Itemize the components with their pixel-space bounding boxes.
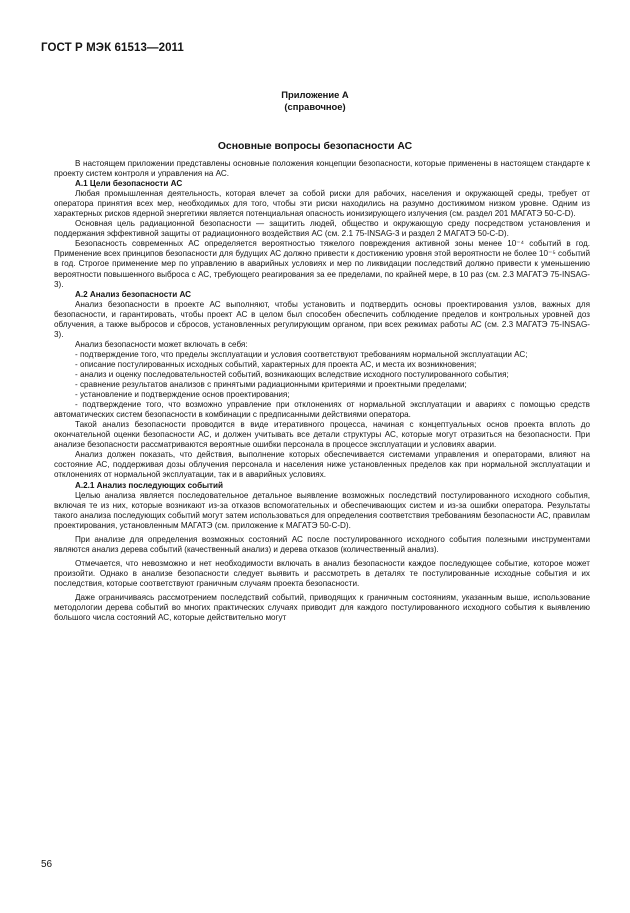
paragraph: Любая промышленная деятельность, которая влечет за собой риски для рабочих, населения и окружающей среды, требует от оператора принятия всех мер, необходимых для того, чтобы эти риски находились на разумно достижимом низком уровне. Одним из характерных рисков ядерной энергетики является потенциальная опасность ионизирующего излучения (см. раздел 201 МАГАТЭ 50-С-D). <box>54 189 590 219</box>
paragraph: Анализ должен показать, что действия, выполнение которых обеспечивается системами управления и операторами, влияют на состояние АС, поддерживая дозы облучения персонала и населения ниже установленных пределов как при нормальной эксплуатации и отклонениях от нормальной эксплуатации, так и в аварийных условиях. <box>54 450 590 480</box>
paragraph: - описание постулированных исходных событий, характерных для проекта АС, и места их возникновения; <box>75 359 477 369</box>
body-text <box>54 159 590 623</box>
paragraph: Основная цель радиационной безопасности — защитить людей, общество и окружающую среду посредством установления и поддержания эффективной защиты от радиационного воздействия АС (см. 2.1 75-INSAG-3 и раздел 2 МАГАТЭ 50-С-D). <box>54 219 590 239</box>
appendix-title: Приложение А <box>281 89 349 100</box>
standard-header: ГОСТ Р МЭК 61513—2011 <box>41 42 184 54</box>
paragraph: Отмечается, что невозможно и нет необходимости включать в анализ безопасности каждое последующее событие, которое может произойти. Однако в анализе безопасности следует выявить и рассмотреть в деталях те постулированные исходные события и их последствия, которые соответствуют граничным случаям проекта безопасности. <box>54 558 590 588</box>
paragraph: Целью анализа является последовательное детальное выявление возможных последствий постулированного исходного события, включая те из них, которые возникают из-за отказов вспомогательных и обеспечивающих систем и из-за ошибки оператора. Результаты такого анализа последующих событий могут затем использоваться для определения соответствия требованиям безопасности АС, правилам проектирования, установленным МАГАТЭ (см. приложение к МАГАТЭ 50-С-D). <box>54 490 590 530</box>
paragraph: - сравнение результатов анализов с принятыми радиационными критериями и проектными пределами; <box>75 380 467 390</box>
paragraph: В настоящем приложении представлены основные положения концепции безопасности, которые применены в настоящем стандарте к проекту систем контроля и управления на АС. <box>54 159 590 179</box>
section-heading: А.2 Анализ безопасности АС <box>75 289 191 299</box>
paragraph: Такой анализ безопасности проводится в виде итеративного процесса, начиная с концептуальных основ проекта вплоть до окончательной оценки безопасности АС, и должен учитывать все детали структуры АС, которые могут отразиться на безопасности. При анализе безопасности рассматриваются вероятные ошибки персонала в процессе эксплуатации и условиях аварии. <box>54 420 590 450</box>
paragraph: Даже ограничиваясь рассмотрением последствий событий, приводящих к граничным состояниям, указанным выше, использование методологии дерева событий во многих практических случаях приводит для каждого постулированного исходного события к выявлению большого числа состояний АС, которые действительно могут <box>54 592 590 623</box>
appendix-subtitle: (справочное) <box>284 101 346 112</box>
paragraph: - подтверждение того, что возможно управление при отклонениях от нормальной эксплуатации и авариях с помощью средств автоматических систем безопасности в комбинации с предписанными действиями оператора. <box>54 400 590 420</box>
paragraph: - анализ и оценку последовательностей событий, возникающих вследствие исходного постулированного события; <box>75 369 509 379</box>
paragraph: - установление и подтверждение основ проектирования; <box>75 390 290 400</box>
paragraph: - подтверждение того, что пределы эксплуатации и условия соответствуют требованиям нормальной эксплуатации АС; <box>75 349 528 359</box>
section-title: Основные вопросы безопасности АС <box>217 141 413 152</box>
paragraph: При анализе для определения возможных состояний АС после постулированного исходного события полезными инструментами являются анализ дерева событий (качественный анализ) и дерева отказов (количественный анализ). <box>54 534 590 554</box>
paragraph: Безопасность современных АС определяется вероятностью тяжелого повреждения активной зоны менее 10⁻⁴ событий в год. Применение всех принципов безопасности для будущих АС должно привести к достижению уровня этой вероятности не более 10⁻⁵ событий в год. Строгое применение мер по управлению в аварийных условиях и мер по ликвидации последствий должно привести к уменьшению вероятности повышенного выброса с АС, требующего реагирования за ее пределами, по крайней мере, в 10 раз (см. 2.3 МАГАТЭ 75-INSAG-3). <box>54 239 590 289</box>
section-heading: А.1 Цели безопасности АС <box>75 179 183 189</box>
section-heading: А.2.1 Анализ последующих событий <box>75 480 224 490</box>
page-number: 56 <box>41 859 53 870</box>
appendix-heading <box>41 89 589 113</box>
paragraph: Анализ безопасности может включать в себя: <box>75 339 248 349</box>
paragraph: Анализ безопасности в проекте АС выполняют, чтобы установить и подтвердить основы проектирования узлов, важных для безопасности, и гарантировать, чтобы проект АС в целом был способен обеспечить соблюдение пределов и контрольных уровней доз облучения, а также выбросов и сбросов, установленных регулирующим органом, при всех режимах работы АС (см. 2.3 МАГАТЭ 75-INSAG-3). <box>54 299 590 339</box>
